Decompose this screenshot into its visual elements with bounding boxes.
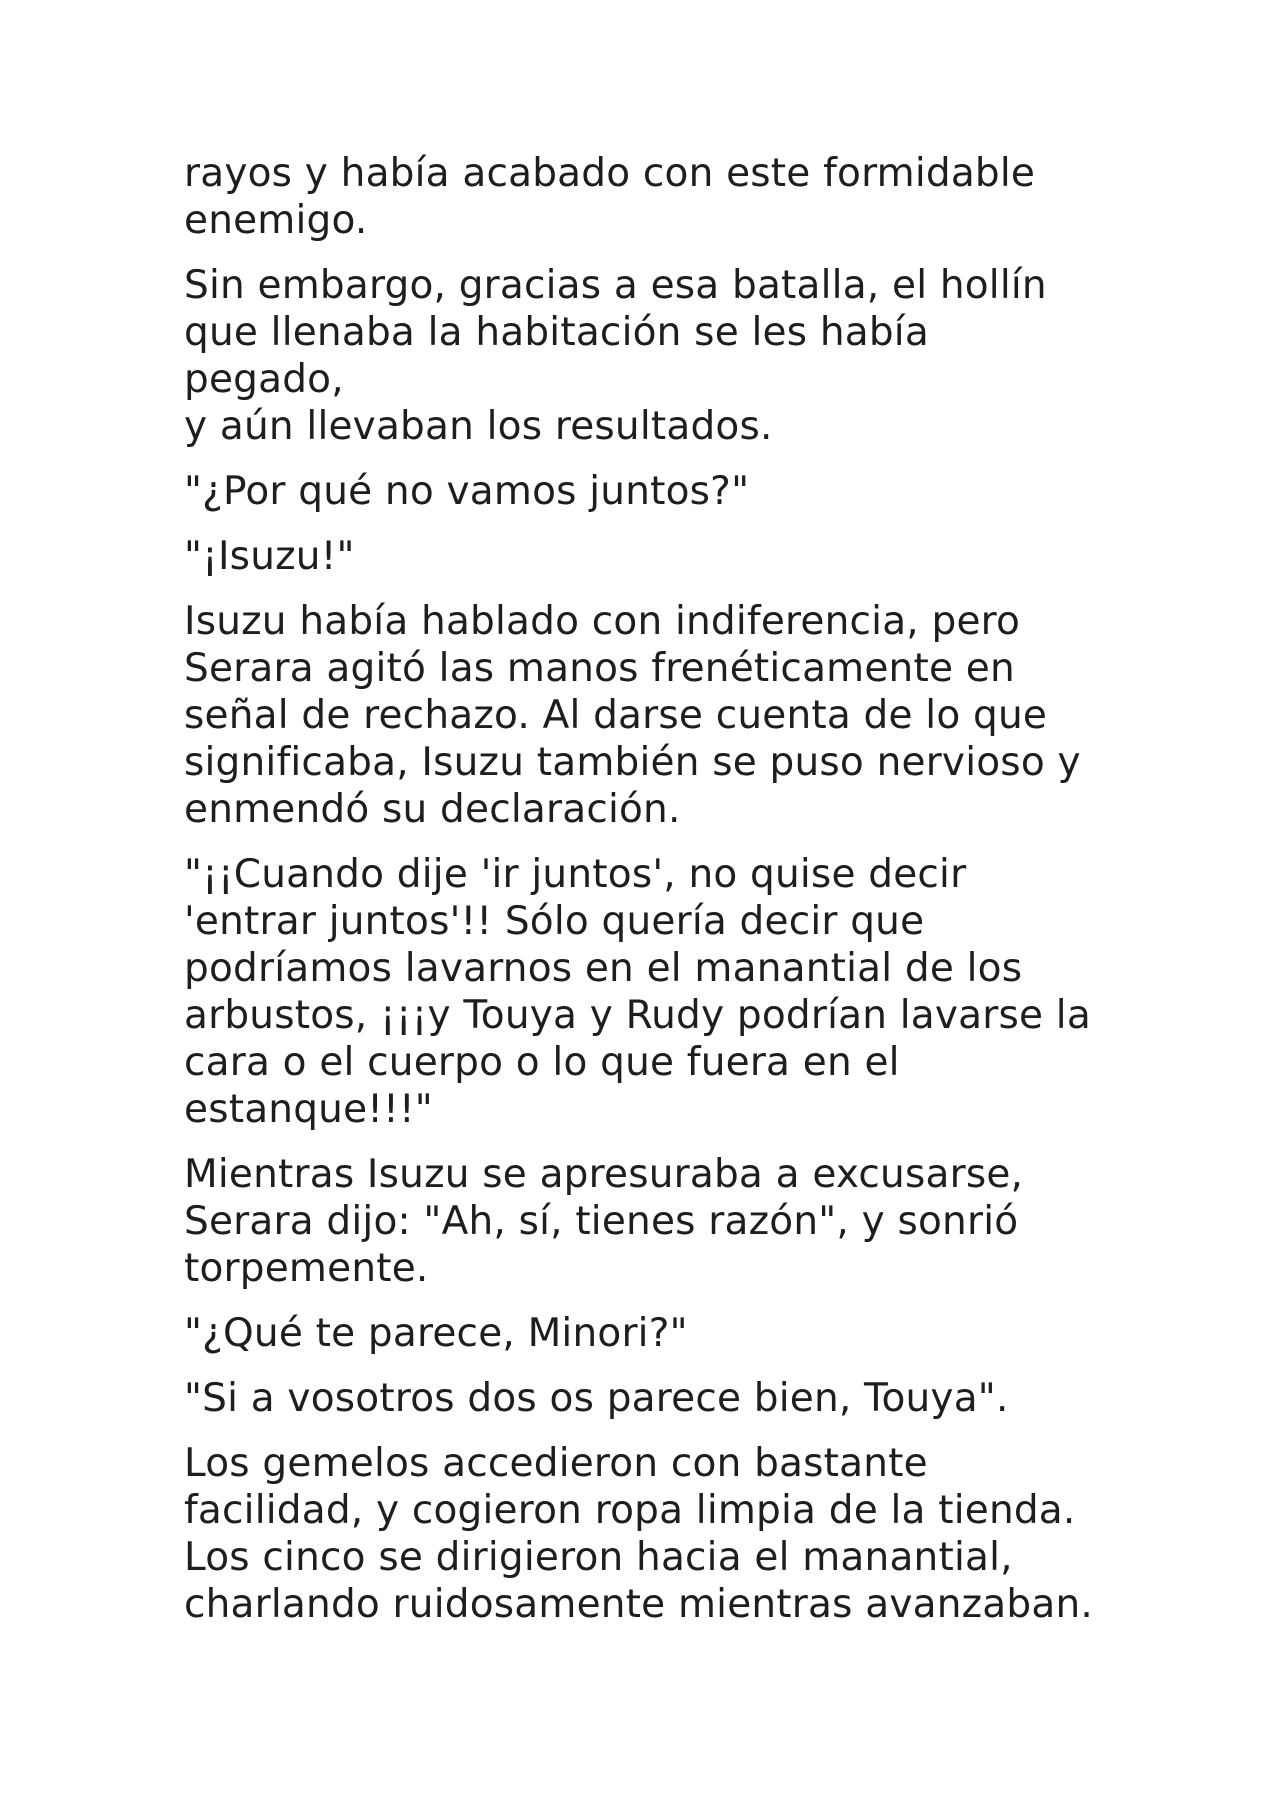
paragraph: "¡Isuzu!" [184,534,355,579]
paragraph: "Si a vosotros dos os parece bien, Touya". [184,1376,1009,1421]
paragraph: Los gemelos accedieron con bastante facilidad, y cogieron ropa limpia de la tienda. Los cinco se dirigieron hacia el manantial, charlando ruidosamente mientras avanzaban. [184,1441,1093,1627]
paragraph: "¿Por qué no vamos juntos?" [184,469,750,514]
paragraph: rayos y había acabado con este formidable enemigo. [184,151,1036,243]
paragraph: "¿Qué te parece, Minori?" [184,1311,688,1356]
paragraph: Isuzu había hablado con indiferencia, pero Serara agitó las manos frenéticamente en señal de rechazo. Al darse cuenta de lo que significaba, Isuzu también se puso nervioso y enmendó su declaración. [184,599,1081,832]
paragraph: "¡¡Cuando dije 'ir juntos', no quise decir 'entrar juntos'!! Sólo quería decir que podríamos lavarnos en el manantial de los arbustos, ¡¡¡y Touya y Rudy podrían lavarse la cara o el cuerpo o lo que fuera en el estanque!!!" [184,852,1091,1132]
paragraph: Sin embargo, gracias a esa batalla, el hollín que llenaba la habitación se les había pegado, y aún llevaban los resultados. [184,263,1047,449]
paragraph: Mientras Isuzu se apresuraba a excusarse, Serara dijo: "Ah, sí, tienes razón", y sonrió torpemente. [184,1152,1024,1291]
